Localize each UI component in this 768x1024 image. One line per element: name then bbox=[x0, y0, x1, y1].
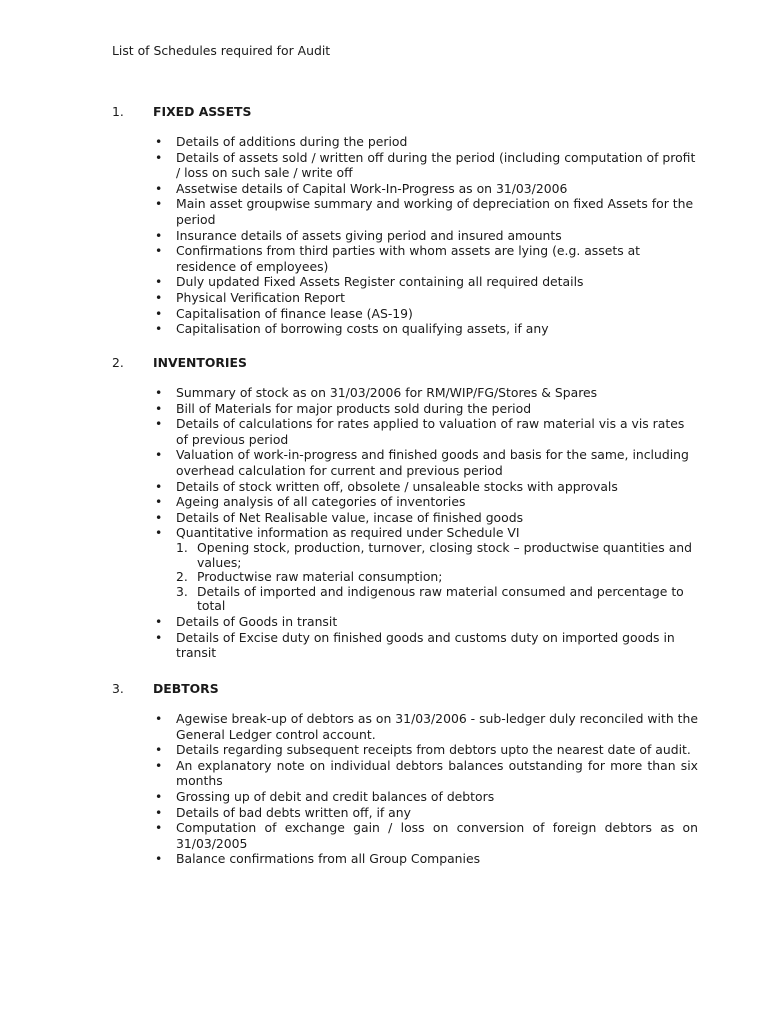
list-item bbox=[112, 789, 698, 805]
list-item bbox=[112, 711, 698, 742]
list-item bbox=[112, 614, 698, 630]
list-item bbox=[112, 630, 698, 661]
numbered-sublist bbox=[176, 541, 698, 614]
bullet-icon: • bbox=[155, 305, 163, 321]
list-item-text: Bill of Materials for major products sold during the period bbox=[176, 400, 532, 416]
list-item-text: Summary of stock as on 31/03/2006 for RM/WIP/FG/Stores & Spares bbox=[176, 385, 598, 400]
bullet-icon: • bbox=[155, 400, 163, 416]
sublist-item bbox=[176, 585, 698, 614]
section-number: 2. bbox=[112, 355, 124, 370]
bullet-list bbox=[112, 711, 712, 867]
bullet-icon: • bbox=[155, 274, 163, 290]
list-item-text: Physical Verification Report bbox=[176, 289, 345, 305]
bullet-icon: • bbox=[155, 416, 163, 432]
list-item bbox=[112, 447, 698, 478]
sublist-item-text: Opening stock, production, turnover, closing stock – productwise quantities and values; bbox=[197, 539, 693, 570]
sublist-item bbox=[176, 570, 698, 585]
sublist-item bbox=[176, 541, 698, 570]
list-item-text: Duly updated Fixed Assets Register containing all required details bbox=[176, 274, 584, 290]
bullet-icon: • bbox=[155, 134, 163, 149]
list-item bbox=[112, 228, 698, 244]
bullet-icon: • bbox=[155, 227, 163, 243]
list-item bbox=[112, 306, 698, 322]
list-item bbox=[112, 181, 698, 197]
list-item bbox=[112, 479, 698, 495]
list-item bbox=[112, 494, 698, 510]
bullet-icon: • bbox=[155, 613, 163, 629]
list-item bbox=[112, 742, 698, 758]
list-item bbox=[112, 321, 698, 337]
list-item-text: Confirmations from third parties with whom assets are lying (e.g. assets at residence of employees) bbox=[176, 243, 641, 274]
bullet-icon: • bbox=[155, 525, 163, 541]
list-item bbox=[112, 290, 698, 306]
bullet-icon: • bbox=[155, 180, 163, 196]
bullet-icon: • bbox=[155, 851, 163, 867]
section-heading bbox=[112, 355, 712, 371]
bullet-list bbox=[112, 134, 712, 337]
list-item bbox=[112, 385, 698, 401]
list-item bbox=[112, 820, 698, 851]
bullet-icon: • bbox=[155, 742, 163, 758]
section-number: 1. bbox=[112, 104, 124, 119]
bullet-icon: • bbox=[155, 711, 163, 726]
list-item bbox=[112, 758, 698, 789]
bullet-icon: • bbox=[155, 509, 163, 525]
bullet-icon: • bbox=[155, 478, 163, 494]
list-item bbox=[112, 243, 698, 274]
list-item bbox=[112, 525, 698, 614]
list-item-text: Capitalisation of borrowing costs on qualifying assets, if any bbox=[176, 321, 549, 337]
bullet-icon: • bbox=[155, 820, 163, 836]
list-item-text: Capitalisation of finance lease (AS-19) bbox=[176, 305, 413, 321]
list-item-text: Quantitative information as required under Schedule VI bbox=[176, 525, 520, 541]
list-item bbox=[112, 150, 698, 181]
document-title: List of Schedules required for Audit bbox=[112, 43, 331, 58]
list-item-text: Details of additions during the period bbox=[176, 134, 408, 149]
section-heading bbox=[112, 104, 712, 120]
list-item bbox=[112, 805, 698, 821]
list-item-text: Details regarding subsequent receipts from debtors upto the nearest date of audit. bbox=[176, 742, 691, 758]
section-fixed-assets bbox=[112, 104, 712, 337]
list-item-text: Agewise break-up of debtors as on 31/03/2006 - sub-ledger duly reconciled with the General Ledger control account. bbox=[176, 711, 698, 742]
list-item bbox=[112, 196, 698, 227]
list-item-text: Computation of exchange gain / loss on conversion of foreign debtors as on 31/03/2005 bbox=[176, 820, 698, 851]
section-number: 3. bbox=[112, 681, 124, 696]
bullet-icon: • bbox=[155, 149, 163, 165]
list-item-text: Ageing analysis of all categories of inventories bbox=[176, 494, 466, 510]
list-item-text: Grossing up of debit and credit balances of debtors bbox=[176, 788, 495, 804]
section-title: INVENTORIES bbox=[153, 355, 247, 370]
list-item bbox=[112, 401, 698, 417]
list-item-text: Assetwise details of Capital Work-In-Progress as on 31/03/2006 bbox=[176, 180, 568, 196]
list-item-text: Details of Net Realisable value, incase of finished goods bbox=[176, 509, 524, 525]
list-item-text: Details of assets sold / written off during the period (including computation of profit / loss on such sale / write off bbox=[176, 149, 696, 181]
bullet-list bbox=[112, 385, 712, 661]
bullet-icon: • bbox=[155, 385, 163, 400]
bullet-icon: • bbox=[155, 289, 163, 305]
section-title: DEBTORS bbox=[153, 681, 219, 696]
list-item-text: Main asset groupwise summary and working of depreciation on fixed Assets for the period bbox=[176, 196, 694, 227]
list-item bbox=[112, 134, 698, 150]
list-item bbox=[112, 510, 698, 526]
list-item bbox=[112, 851, 698, 867]
list-item-text: Balance confirmations from all Group Companies bbox=[176, 851, 481, 867]
section-title: FIXED ASSETS bbox=[153, 104, 252, 119]
bullet-icon: • bbox=[155, 788, 163, 804]
bullet-icon: • bbox=[155, 804, 163, 820]
section-heading bbox=[112, 681, 712, 697]
bullet-icon: • bbox=[155, 447, 163, 463]
section-inventories bbox=[112, 355, 712, 661]
list-item-text: An explanatory note on individual debtors balances outstanding for more than six months bbox=[176, 757, 698, 789]
sublist-item-text: Productwise raw material consumption; bbox=[197, 569, 443, 585]
sublist-item-text: Details of imported and indigenous raw material consumed and percentage to total bbox=[197, 583, 684, 614]
bullet-icon: • bbox=[155, 196, 163, 212]
list-item-text: Insurance details of assets giving period and insured amounts bbox=[176, 227, 562, 243]
list-item-text: Details of Goods in transit bbox=[176, 613, 338, 629]
list-item bbox=[112, 416, 698, 447]
list-item-text: Details of Excise duty on finished goods and customs duty on imported goods in transit bbox=[176, 629, 675, 661]
list-item bbox=[112, 274, 698, 290]
section-debtors bbox=[112, 681, 712, 867]
list-item-text: Valuation of work-in-progress and finished goods and basis for the same, including overhead calculation for current and previous period bbox=[176, 447, 689, 478]
list-item-text: Details of bad debts written off, if any bbox=[176, 804, 411, 820]
bullet-icon: • bbox=[155, 757, 163, 773]
bullet-icon: • bbox=[155, 494, 163, 510]
sublist-number: 1. bbox=[176, 539, 188, 555]
sublist-number: 3. bbox=[176, 583, 188, 599]
bullet-icon: • bbox=[155, 629, 163, 645]
list-item-text: Details of calculations for rates applied to valuation of raw material vis a vis rates of previous period bbox=[176, 416, 685, 447]
list-item-text: Details of stock written off, obsolete / unsaleable stocks with approvals bbox=[176, 478, 618, 494]
bullet-icon: • bbox=[155, 321, 163, 337]
sublist-number: 2. bbox=[176, 569, 188, 585]
bullet-icon: • bbox=[155, 243, 163, 259]
